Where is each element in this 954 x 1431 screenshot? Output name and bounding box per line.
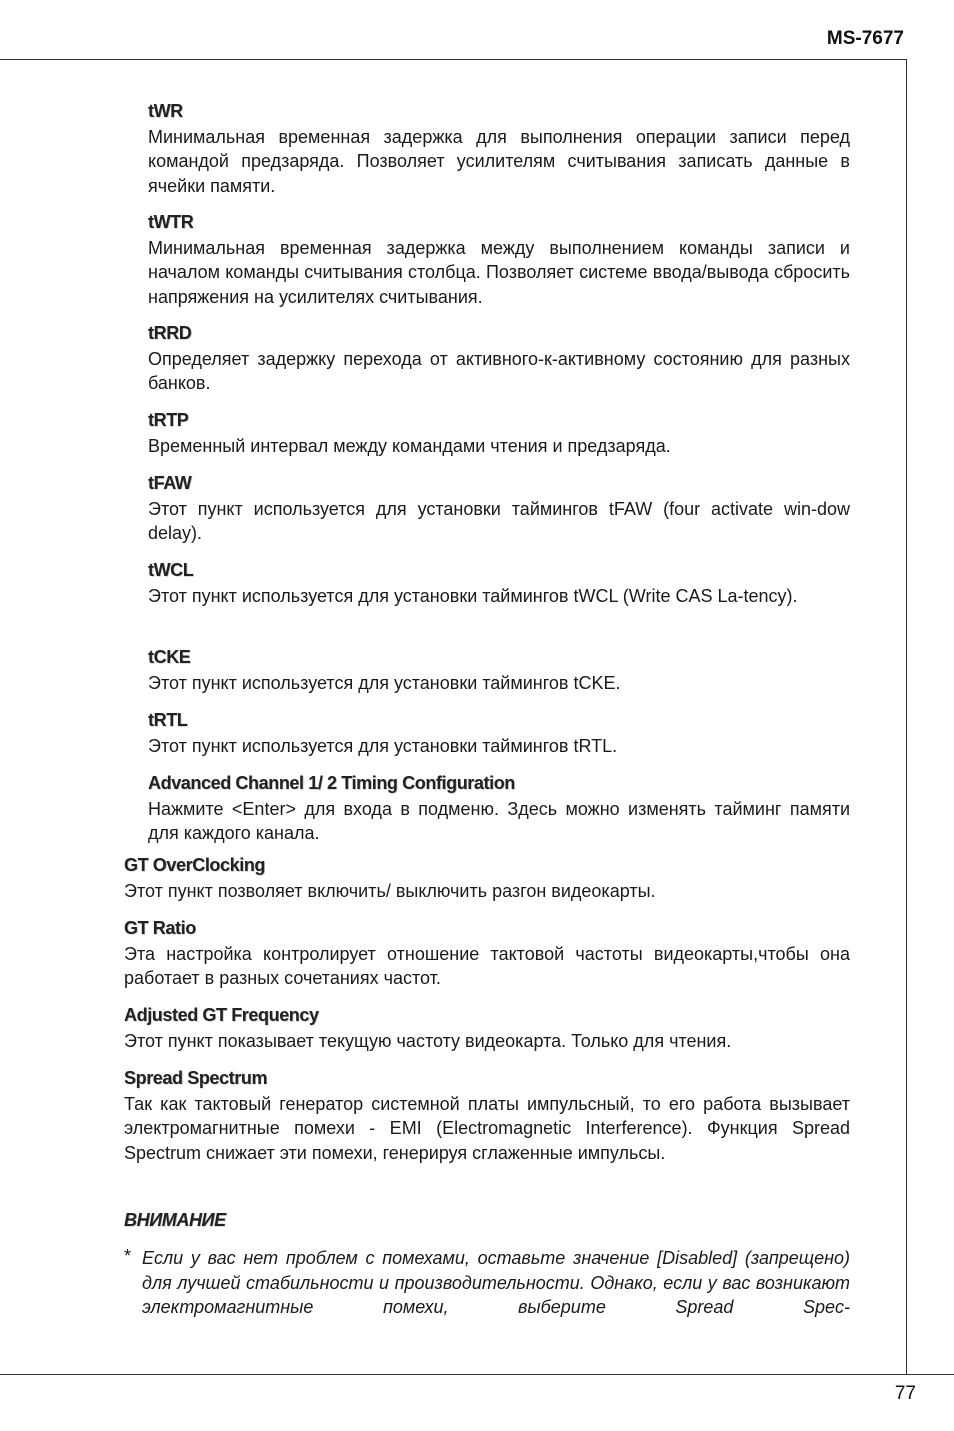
item-title: tRRD (148, 323, 192, 343)
item-tfaw (148, 471, 850, 546)
item-title: Spread Spectrum (124, 1068, 268, 1088)
item-title: tWR (148, 101, 183, 121)
item-title: GT Ratio (124, 918, 196, 938)
item-description: Этот пункт позволяет включить/ выключить разгон видеокарты. (124, 880, 656, 901)
item-tcke (148, 645, 850, 695)
item-title: GT OverClocking (124, 855, 266, 875)
page-number: 77 (894, 1383, 916, 1404)
item-description: Этот пункт используется для установки таймингов tRTL. (148, 735, 618, 756)
item-description: Нажмите <Enter> для входа в подменю. Здесь можно изменять тайминг памяти для каждого канала. (148, 798, 850, 843)
item-description: Эта настройка контролирует отношение тактовой частоты видеокарты,чтобы она работает в разных сочетаниях частот. (124, 943, 850, 988)
warning-bullet: * (124, 1246, 132, 1266)
item-twcl (148, 558, 850, 608)
item-title: tRTP (148, 410, 189, 430)
model-number: MS-7677 (826, 28, 904, 49)
item-description: Определяет задержку перехода от активного-к-активному состоянию для разных банков. (148, 348, 850, 393)
right-rule (906, 59, 907, 1375)
warning-text: Если у вас нет проблем с помехами, оставьте значение [Disabled] (запрещено) для лучшей стабильности и производительности. Однако, если у вас возникают электромагнитные помехи, выберите Spread Spec- (142, 1248, 850, 1317)
item-description: Минимальная временная задержка между выполнением команды записи и началом команды считывания столбца. Позволяет системе ввода/вывода сбросить напряжения на усилителях считывания. (148, 237, 850, 307)
item-title: tWTR (148, 212, 194, 232)
item-title: tRTL (148, 710, 188, 730)
item-title: Adjusted GT Frequency (124, 1005, 319, 1025)
item-description: Так как тактовый генератор системной платы импульсный, то его работа вызывает электромагнитные помехи - EMI (Electromagnetic Interference). Функция Spread Spectrum снижает эти помехи, генерируя сглаженные импульсы. (124, 1093, 850, 1163)
item-title: tWCL (148, 560, 194, 580)
item-adjusted-gt-frequency (124, 1003, 850, 1053)
item-trtp (148, 408, 850, 458)
item-description: Минимальная временная задержка для выполнения операции записи перед командой предзаряда. Позволяет усилителям считывания записать данные в ячейки памяти. (148, 126, 850, 196)
item-gt-overclocking (124, 853, 850, 903)
item-spread-spectrum (124, 1066, 850, 1165)
item-description: Этот пункт используется для установки таймингов tFAW (four activate win-dow delay). (148, 498, 850, 543)
warning-title: ВНИМАНИЕ (124, 1210, 226, 1230)
item-description: Этот пункт используется для установки таймингов tWCL (Write CAS La-tency). (148, 585, 798, 606)
item-trtl (148, 708, 850, 758)
item-twtr (148, 210, 850, 309)
item-gt-ratio (124, 916, 850, 991)
item-trrd (148, 321, 850, 396)
item-advanced-channel-timing (148, 771, 850, 846)
top-rule (0, 59, 906, 60)
item-title: tCKE (148, 647, 191, 667)
item-description: Этот пункт используется для установки таймингов tCKE. (148, 672, 621, 693)
item-description: Временный интервал между командами чтения и предзаряда. (148, 435, 671, 456)
item-title: Advanced Channel 1/ 2 Timing Configuration (148, 773, 515, 793)
bottom-rule (0, 1374, 954, 1375)
item-twr (148, 99, 850, 198)
item-description: Этот пункт показывает текущую частоту видеокарта. Только для чтения. (124, 1030, 732, 1051)
item-title: tFAW (148, 473, 192, 493)
